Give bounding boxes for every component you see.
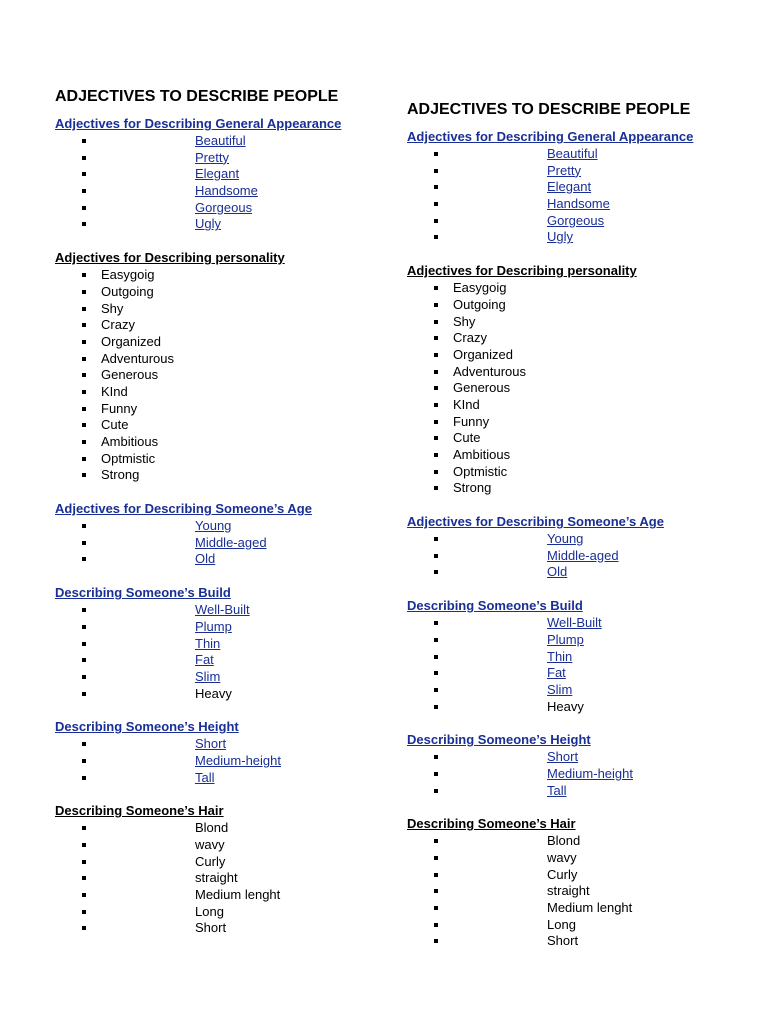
item-text: Organized <box>101 333 161 349</box>
list-item <box>407 414 767 431</box>
list-item[interactable] <box>55 619 415 636</box>
section-heading: Describing Someone’s Hair <box>407 816 576 832</box>
square-bullet-icon <box>434 370 438 374</box>
square-bullet-icon <box>82 625 86 629</box>
square-bullet-icon <box>434 906 438 910</box>
square-bullet-icon <box>434 688 438 692</box>
item-link[interactable]: Well-Built <box>547 615 602 631</box>
list-item <box>407 447 767 464</box>
list-item <box>55 367 415 384</box>
section <box>55 584 415 702</box>
item-text: Curly <box>195 853 226 869</box>
square-bullet-icon <box>82 776 86 780</box>
list-item[interactable] <box>55 753 415 770</box>
list-item <box>55 434 415 451</box>
square-bullet-icon <box>434 386 438 390</box>
list-item[interactable] <box>55 216 415 233</box>
section-heading: Describing Someone’s Hair <box>55 803 224 819</box>
item-text: Funny <box>101 400 138 416</box>
section-heading: Adjectives for Describing personality <box>407 263 637 279</box>
square-bullet-icon <box>82 910 86 914</box>
list-item[interactable] <box>407 749 767 766</box>
section <box>407 128 767 246</box>
list-item <box>55 870 415 887</box>
item-link[interactable]: Pretty <box>547 162 581 178</box>
square-bullet-icon <box>434 286 438 290</box>
section <box>55 500 415 568</box>
square-bullet-icon <box>82 759 86 763</box>
list-item[interactable] <box>55 602 415 619</box>
item-text: Long <box>195 903 224 919</box>
square-bullet-icon <box>434 420 438 424</box>
square-bullet-icon <box>434 755 438 759</box>
square-bullet-icon <box>434 621 438 625</box>
item-link[interactable]: Fat <box>547 665 566 681</box>
section <box>407 262 767 497</box>
section-heading: Adjectives for Describing personality <box>55 250 285 266</box>
item-link[interactable]: Plump <box>195 618 232 634</box>
section <box>55 115 415 233</box>
square-bullet-icon <box>82 642 86 646</box>
square-bullet-icon <box>82 826 86 830</box>
item-text: Outgoing <box>453 296 506 312</box>
list-item[interactable] <box>407 531 767 548</box>
item-text: Strong <box>101 467 140 483</box>
list-item <box>55 854 415 871</box>
list-item <box>55 317 415 334</box>
list-item[interactable] <box>407 229 767 246</box>
list-item[interactable] <box>407 766 767 783</box>
item-link[interactable]: Middle-aged <box>195 534 267 550</box>
item-link[interactable]: Elegant <box>195 166 240 182</box>
list-item <box>407 280 767 297</box>
section <box>407 731 767 799</box>
section-heading[interactable]: Describing Someone’s Build <box>55 585 231 601</box>
list-item <box>407 464 767 481</box>
list-item <box>407 297 767 314</box>
square-bullet-icon <box>82 675 86 679</box>
item-text: Shy <box>453 313 476 329</box>
list-item <box>55 920 415 937</box>
square-bullet-icon <box>434 923 438 927</box>
item-text: Optmistic <box>453 463 508 479</box>
item-link[interactable]: Ugly <box>547 229 574 245</box>
square-bullet-icon <box>82 876 86 880</box>
square-bullet-icon <box>82 893 86 897</box>
item-link[interactable]: Middle-aged <box>547 547 619 563</box>
bullet-list <box>55 267 415 484</box>
square-bullet-icon <box>82 407 86 411</box>
list-item[interactable] <box>407 179 767 196</box>
item-link[interactable]: Fat <box>195 652 214 668</box>
list-item <box>55 267 415 284</box>
item-text: Easygoig <box>453 280 507 296</box>
square-bullet-icon <box>434 889 438 893</box>
list-item[interactable] <box>55 166 415 183</box>
item-text: straight <box>195 870 238 886</box>
square-bullet-icon <box>82 742 86 746</box>
square-bullet-icon <box>82 273 86 277</box>
bullet-list <box>55 602 415 702</box>
item-text: Heavy <box>547 698 584 714</box>
item-link[interactable]: Short <box>547 749 579 765</box>
square-bullet-icon <box>82 340 86 344</box>
list-item <box>407 867 767 884</box>
square-bullet-icon <box>82 658 86 662</box>
square-bullet-icon <box>434 303 438 307</box>
list-item[interactable] <box>55 652 415 669</box>
list-item[interactable] <box>55 669 415 686</box>
list-item <box>55 401 415 418</box>
item-link[interactable]: Pretty <box>195 149 229 165</box>
section <box>407 597 767 715</box>
item-link[interactable]: Tall <box>195 769 215 785</box>
item-text: Medium lenght <box>195 887 281 903</box>
list-item[interactable] <box>407 146 767 163</box>
list-item[interactable] <box>407 682 767 699</box>
list-item <box>407 347 767 364</box>
item-text: Adventurous <box>453 363 526 379</box>
item-text: Generous <box>101 367 159 383</box>
bullet-list <box>55 736 415 786</box>
list-item[interactable] <box>55 770 415 787</box>
item-text: Crazy <box>453 330 487 346</box>
list-item[interactable] <box>407 548 767 565</box>
section-heading[interactable]: Adjectives for Describing General Appearance <box>55 116 342 131</box>
square-bullet-icon <box>434 554 438 558</box>
square-bullet-icon <box>434 235 438 239</box>
list-item <box>55 837 415 854</box>
item-link[interactable]: Handsome <box>547 196 610 212</box>
list-item <box>55 301 415 318</box>
item-text: Cute <box>101 417 129 433</box>
bullet-list <box>407 146 767 246</box>
item-text: Long <box>547 916 576 932</box>
square-bullet-icon <box>82 156 86 160</box>
square-bullet-icon <box>434 772 438 776</box>
list-item <box>407 480 767 497</box>
bullet-list <box>55 518 415 568</box>
square-bullet-icon <box>82 139 86 143</box>
section <box>407 513 767 581</box>
item-text: Curly <box>547 866 578 882</box>
item-text: Easygoig <box>101 267 155 283</box>
item-text: KInd <box>453 396 480 412</box>
item-link[interactable]: Thin <box>547 648 573 664</box>
item-link[interactable]: Slim <box>547 681 573 697</box>
section-heading[interactable]: Describing Someone’s Height <box>55 719 239 735</box>
list-item[interactable] <box>55 150 415 167</box>
square-bullet-icon <box>82 373 86 377</box>
square-bullet-icon <box>82 423 86 427</box>
list-item <box>55 351 415 368</box>
section <box>407 815 767 950</box>
list-item <box>407 900 767 917</box>
list-item <box>407 917 767 934</box>
list-item <box>407 380 767 397</box>
square-bullet-icon <box>82 473 86 477</box>
list-item[interactable] <box>55 736 415 753</box>
bullet-list <box>407 615 767 715</box>
section <box>55 802 415 937</box>
list-item <box>55 686 415 703</box>
list-item[interactable] <box>407 615 767 632</box>
item-text: Blond <box>547 833 581 849</box>
item-link[interactable]: Old <box>547 564 568 580</box>
item-text: Ambitious <box>453 447 511 462</box>
square-bullet-icon <box>434 202 438 206</box>
list-item <box>407 364 767 381</box>
section-heading[interactable]: Adjectives for Describing Someone’s Age <box>407 514 664 530</box>
item-link[interactable]: Beautiful <box>195 133 246 148</box>
square-bullet-icon <box>82 390 86 394</box>
list-item <box>407 314 767 331</box>
square-bullet-icon <box>434 570 438 574</box>
page-title: ADJECTIVES TO DESCRIBE PEOPLE <box>55 88 339 105</box>
item-text: Cute <box>453 430 481 446</box>
square-bullet-icon <box>434 705 438 709</box>
list-item[interactable] <box>407 163 767 180</box>
item-link[interactable]: Gorgeous <box>547 212 605 228</box>
list-item[interactable] <box>55 200 415 217</box>
bullet-list <box>407 280 767 497</box>
item-text: wavy <box>195 837 225 852</box>
square-bullet-icon <box>82 323 86 327</box>
list-item[interactable] <box>55 636 415 653</box>
item-link[interactable]: Plump <box>547 631 584 647</box>
list-item <box>55 451 415 468</box>
square-bullet-icon <box>434 169 438 173</box>
section-heading[interactable]: Adjectives for Describing Someone’s Age <box>55 501 312 517</box>
bullet-list <box>55 820 415 937</box>
item-link[interactable]: Young <box>547 531 584 547</box>
item-link[interactable]: Handsome <box>195 183 258 199</box>
square-bullet-icon <box>434 486 438 490</box>
item-link[interactable]: Young <box>195 518 232 534</box>
bullet-list <box>407 833 767 950</box>
document-column-left <box>55 87 415 953</box>
item-text: Short <box>195 920 227 936</box>
item-link[interactable]: Old <box>195 551 216 567</box>
list-item[interactable] <box>55 518 415 535</box>
page-title: ADJECTIVES TO DESCRIBE PEOPLE <box>407 101 691 118</box>
square-bullet-icon <box>434 336 438 340</box>
list-item <box>407 883 767 900</box>
item-text: wavy <box>547 850 577 865</box>
list-item <box>55 887 415 904</box>
square-bullet-icon <box>82 172 86 176</box>
item-text: Outgoing <box>101 283 154 299</box>
item-link[interactable]: Slim <box>195 668 221 684</box>
list-item[interactable] <box>407 783 767 800</box>
square-bullet-icon <box>434 839 438 843</box>
list-item[interactable] <box>407 213 767 230</box>
section-heading[interactable]: Adjectives for Describing General Appearance <box>407 129 694 144</box>
square-bullet-icon <box>82 440 86 444</box>
item-link[interactable]: Medium-height <box>547 765 633 781</box>
list-item[interactable] <box>407 196 767 213</box>
item-link[interactable]: Ugly <box>195 216 222 232</box>
item-link[interactable]: Medium-height <box>195 752 281 768</box>
square-bullet-icon <box>434 856 438 860</box>
square-bullet-icon <box>82 290 86 294</box>
square-bullet-icon <box>82 608 86 612</box>
square-bullet-icon <box>434 320 438 324</box>
item-text: Crazy <box>101 317 135 333</box>
list-item <box>407 397 767 414</box>
list-item <box>55 334 415 351</box>
bullet-list <box>407 749 767 799</box>
square-bullet-icon <box>434 655 438 659</box>
square-bullet-icon <box>434 671 438 675</box>
list-item[interactable] <box>55 183 415 200</box>
bullet-list <box>407 531 767 581</box>
square-bullet-icon <box>82 222 86 226</box>
square-bullet-icon <box>82 189 86 193</box>
section-heading[interactable]: Describing Someone’s Build <box>407 598 583 614</box>
item-text: Organized <box>453 346 513 362</box>
square-bullet-icon <box>82 206 86 210</box>
list-item <box>55 904 415 921</box>
section <box>55 249 415 484</box>
list-item[interactable] <box>407 665 767 682</box>
list-item <box>55 284 415 301</box>
square-bullet-icon <box>434 873 438 877</box>
item-text: Short <box>547 933 579 949</box>
item-text: Shy <box>101 300 124 316</box>
square-bullet-icon <box>82 541 86 545</box>
item-text: Blond <box>195 820 229 836</box>
list-item <box>55 467 415 484</box>
list-item[interactable] <box>55 551 415 568</box>
item-text: Optmistic <box>101 450 156 466</box>
square-bullet-icon <box>82 357 86 361</box>
square-bullet-icon <box>82 524 86 528</box>
item-link[interactable]: Tall <box>547 782 567 798</box>
square-bullet-icon <box>82 860 86 864</box>
item-text: Strong <box>453 480 492 496</box>
square-bullet-icon <box>434 939 438 943</box>
item-text: Generous <box>453 380 511 396</box>
list-item[interactable] <box>407 649 767 666</box>
square-bullet-icon <box>82 692 86 696</box>
square-bullet-icon <box>434 453 438 457</box>
square-bullet-icon <box>434 403 438 407</box>
square-bullet-icon <box>434 353 438 357</box>
list-item <box>407 330 767 347</box>
square-bullet-icon <box>434 152 438 156</box>
square-bullet-icon <box>434 789 438 793</box>
square-bullet-icon <box>82 557 86 561</box>
square-bullet-icon <box>82 843 86 847</box>
list-item[interactable] <box>407 632 767 649</box>
section-heading[interactable]: Describing Someone’s Height <box>407 732 591 748</box>
list-item <box>407 833 767 850</box>
list-item[interactable] <box>55 535 415 552</box>
item-text: KInd <box>101 383 128 399</box>
square-bullet-icon <box>434 436 438 440</box>
square-bullet-icon <box>434 470 438 474</box>
item-text: Medium lenght <box>547 900 633 916</box>
item-text: Funny <box>453 413 490 429</box>
list-item <box>407 850 767 867</box>
item-link[interactable]: Gorgeous <box>195 199 253 215</box>
section <box>55 718 415 786</box>
square-bullet-icon <box>82 926 86 930</box>
item-link[interactable]: Elegant <box>547 179 592 195</box>
square-bullet-icon <box>82 307 86 311</box>
square-bullet-icon <box>434 537 438 541</box>
item-text: straight <box>547 883 590 899</box>
item-text: Heavy <box>195 685 232 701</box>
item-link[interactable]: Well-Built <box>195 602 250 618</box>
list-item <box>55 384 415 401</box>
list-item <box>55 820 415 837</box>
list-item <box>55 417 415 434</box>
list-item <box>407 699 767 716</box>
item-link[interactable]: Beautiful <box>547 146 598 161</box>
square-bullet-icon <box>82 457 86 461</box>
bullet-list <box>55 133 415 233</box>
square-bullet-icon <box>434 638 438 642</box>
list-item <box>407 430 767 447</box>
item-text: Adventurous <box>101 350 174 366</box>
document-column-right <box>407 100 767 966</box>
square-bullet-icon <box>434 185 438 189</box>
item-link[interactable]: Thin <box>195 635 221 651</box>
item-link[interactable]: Short <box>195 736 227 752</box>
square-bullet-icon <box>434 219 438 223</box>
list-item <box>407 933 767 950</box>
list-item[interactable] <box>55 133 415 150</box>
item-text: Ambitious <box>101 434 159 449</box>
list-item[interactable] <box>407 564 767 581</box>
